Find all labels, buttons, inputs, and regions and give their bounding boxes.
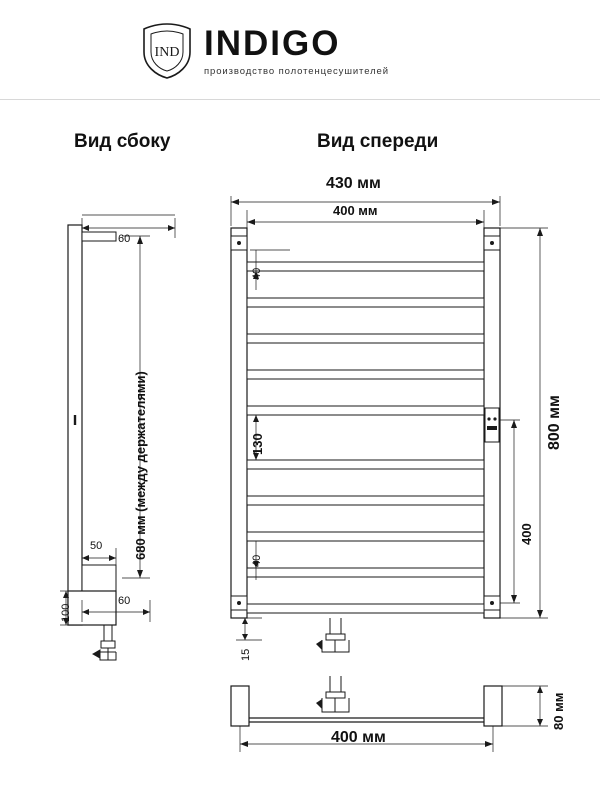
bottom-view — [231, 676, 502, 726]
front-dim-400-mount — [500, 420, 520, 603]
label-side-top-60: 60 — [118, 233, 131, 245]
label-side-bottom-60: 60 — [118, 595, 131, 607]
front-view-title: Вид спереди — [317, 131, 439, 152]
label-side-100: 100 — [60, 603, 72, 622]
front-dim-800 — [500, 228, 548, 618]
brand-subtitle: производство полотенцесушителей — [204, 65, 389, 77]
label-front-400: 400 мм — [333, 203, 378, 218]
bottom-dim-80 — [502, 686, 548, 726]
label-front-430: 430 мм — [326, 175, 381, 192]
brand-title: INDIGO — [204, 23, 341, 63]
front-dim-15 — [236, 618, 262, 640]
label-front-40-top: 40 — [251, 267, 263, 280]
front-view-ladder — [231, 228, 500, 652]
svg-text:IND: IND — [154, 45, 180, 60]
label-bottom-400: 400 мм — [331, 729, 386, 746]
label-side-680: 680 мм (между держателями) — [133, 371, 148, 560]
side-view-rail — [68, 225, 116, 660]
label-front-800: 800 мм — [546, 395, 563, 450]
side-view-title: Вид сбоку — [74, 131, 171, 152]
label-front-15: 15 — [240, 648, 252, 661]
label-bottom-80: 80 мм — [551, 692, 566, 730]
label-front-400-mount: 400 — [519, 523, 534, 545]
label-side-50: 50 — [90, 540, 103, 552]
label-front-40-low: 40 — [251, 554, 263, 567]
label-front-130: 130 — [250, 433, 265, 455]
